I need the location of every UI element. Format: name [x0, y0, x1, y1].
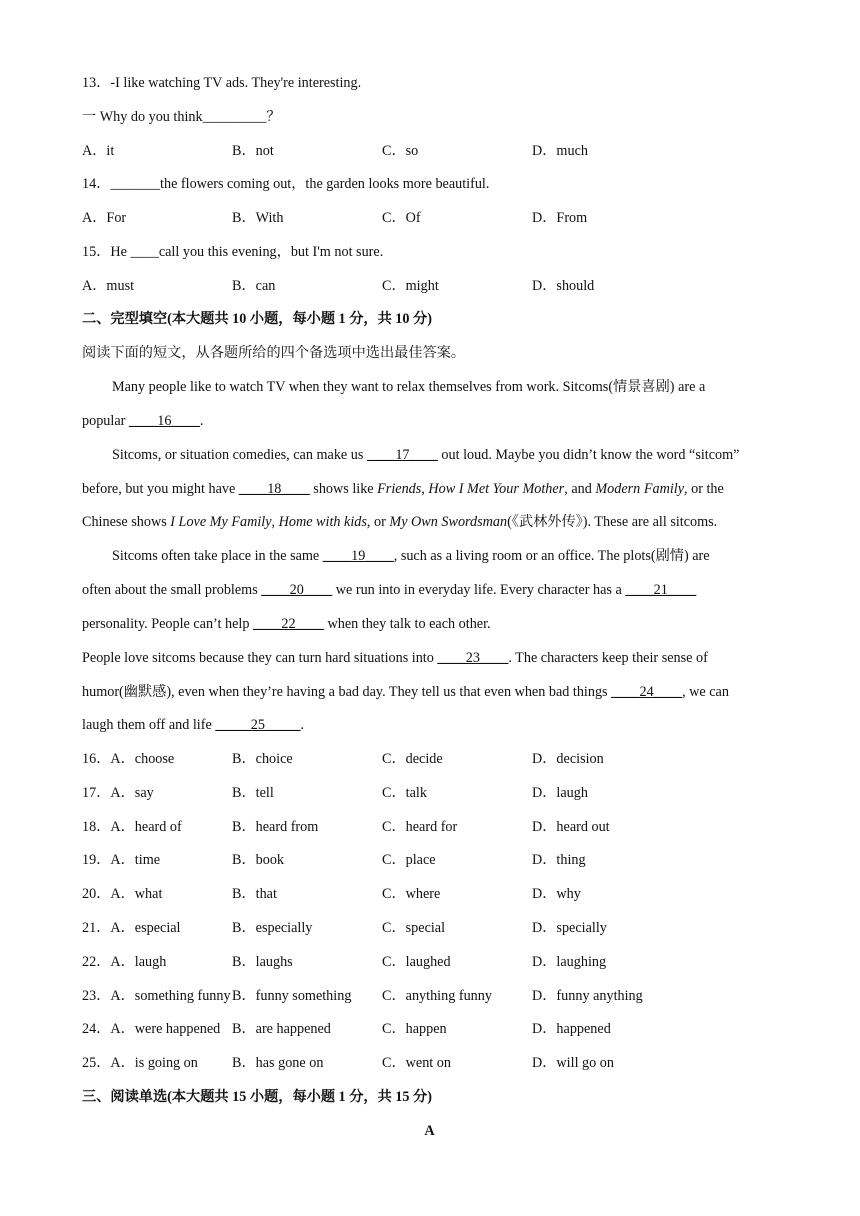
option-b[interactable]: B．especially [232, 920, 313, 936]
option-a[interactable]: A．For [82, 210, 127, 226]
passage-line [112, 445, 739, 465]
passage-line [82, 580, 696, 600]
option-d[interactable]: D．decision [532, 751, 604, 767]
option-c[interactable]: C．went on [382, 1055, 451, 1071]
passage-text: (《武林外传》). These are all sitcoms. [507, 514, 718, 530]
option-a[interactable]: 23．A．something funny [82, 988, 231, 1004]
option-d[interactable]: D．laughing [532, 954, 607, 970]
option-c[interactable]: C．talk [382, 785, 427, 801]
option-d[interactable]: D．will go on [532, 1055, 614, 1071]
blank-17[interactable]: ____17____ [366, 447, 438, 463]
option-c[interactable]: C．heard for [382, 819, 458, 835]
passage-text: laugh them off and life [82, 717, 216, 733]
passage-text: we run into in everyday life. Every character has a [332, 582, 626, 598]
question-14-stem: 14．_______the flowers coming out，the garden looks more beautiful. [82, 176, 490, 192]
option-c[interactable]: C．might [382, 278, 439, 294]
blank-21[interactable]: ____21____ [625, 582, 697, 598]
passage-line [82, 479, 724, 499]
option-a[interactable]: 20．A．what [82, 886, 163, 902]
option-d[interactable]: D．heard out [532, 819, 610, 835]
section-2-instruction: 阅读下面的短文，从各题所给的四个备选项中选出最佳答案。 [82, 345, 466, 361]
passage-text: , and [564, 481, 596, 497]
option-a[interactable]: 17．A．say [82, 785, 154, 801]
part-label: A [424, 1123, 435, 1139]
show-title: Modern Family [595, 481, 685, 497]
option-c[interactable]: C．anything funny [382, 988, 492, 1004]
option-b[interactable]: B．heard from [232, 819, 319, 835]
passage-text: Sitcoms often take place in the same [112, 548, 323, 564]
passage-text: out loud. Maybe you didn’t know the word “sitcom” [437, 447, 740, 463]
show-title: Home with kids [278, 514, 367, 530]
option-a[interactable]: 16．A．choose [82, 751, 175, 767]
passage-text: when they talk to each other. [323, 616, 491, 632]
passage-line [82, 648, 708, 668]
option-a[interactable]: 24．A．were happened [82, 1021, 221, 1037]
option-b[interactable]: B．can [232, 278, 276, 294]
option-d[interactable]: D．happened [532, 1021, 611, 1037]
passage-text: , [421, 481, 429, 497]
passage-text: , or the [684, 481, 724, 497]
option-a[interactable]: A．must [82, 278, 135, 294]
option-a[interactable]: 19．A．time [82, 852, 161, 868]
option-a[interactable]: 18．A．heard of [82, 819, 182, 835]
option-c[interactable]: C．happen [382, 1021, 447, 1037]
blank-18[interactable]: ____18____ [238, 481, 310, 497]
passage-line [82, 411, 203, 431]
passage-text: popular [82, 413, 129, 429]
passage-text: often about the small problems [82, 582, 262, 598]
blank-25[interactable]: _____25_____ [215, 717, 301, 733]
passage-text: personality. People can’t help [82, 616, 253, 632]
option-b[interactable]: B．funny something [232, 988, 352, 1004]
passage-line [112, 546, 710, 566]
passage-text: , we can [682, 684, 729, 700]
passage-line [82, 682, 729, 702]
passage-text: , [271, 514, 279, 530]
option-a[interactable]: 21．A．especial [82, 920, 181, 936]
option-d[interactable]: D．why [532, 886, 581, 902]
passage-text: . The characters keep their sense of [508, 650, 708, 666]
option-b[interactable]: B．has gone on [232, 1055, 324, 1071]
option-b[interactable]: B．laughs [232, 954, 293, 970]
option-d[interactable]: D．From [532, 210, 588, 226]
passage-text: humor(幽默感), even when they’re having a bad day. They tell us that even when bad things [82, 684, 612, 700]
blank-16[interactable]: ____16____ [128, 413, 200, 429]
passage-text: , such as a living room or an office. The plots(剧情) are [393, 548, 710, 564]
question-13-stem: 13．-I like watching TV ads. They're interesting. [82, 75, 362, 91]
section-3-title: 三、阅读单选(本大题共 15 小题，每小题 1 分，共 15 分) [82, 1089, 432, 1105]
passage-text: . [199, 413, 204, 429]
option-b[interactable]: B．With [232, 210, 284, 226]
option-d[interactable]: D．laugh [532, 785, 588, 801]
show-title: Friends [377, 481, 422, 497]
question-15-stem: 15．He ____call you this evening，but I'm not sure. [82, 244, 384, 260]
blank-22[interactable]: ____22____ [253, 616, 324, 632]
option-b[interactable]: B．not [232, 143, 274, 159]
option-a[interactable]: 22．A．laugh [82, 954, 167, 970]
passage-text: . [300, 717, 304, 733]
option-b[interactable]: B．that [232, 886, 277, 902]
passage-line [82, 512, 717, 532]
question-13-prompt: 一 Why do you think_________？ [82, 109, 281, 125]
option-c[interactable]: C．where [382, 886, 441, 902]
option-d[interactable]: D．should [532, 278, 595, 294]
passage-text: before, but you might have [82, 481, 239, 497]
blank-23[interactable]: ____23____ [437, 650, 509, 666]
option-d[interactable]: D．specially [532, 920, 607, 936]
passage-text: People love sitcoms because they can turn hard situations into [82, 650, 438, 666]
option-b[interactable]: B．tell [232, 785, 274, 801]
passage-text: shows like [309, 481, 378, 497]
show-title: My Own Swordsman [389, 514, 508, 530]
option-d[interactable]: D．thing [532, 852, 586, 868]
option-d[interactable]: D．funny anything [532, 988, 643, 1004]
option-c[interactable]: C．Of [382, 210, 421, 226]
option-c[interactable]: C．place [382, 852, 436, 868]
show-title: How I Met Your Mother [428, 481, 565, 497]
blank-24[interactable]: ____24____ [611, 684, 683, 700]
option-c[interactable]: C．laughed [382, 954, 451, 970]
show-title: I Love My Family [170, 514, 272, 530]
passage-line [82, 715, 304, 735]
passage-line [82, 614, 491, 634]
option-c[interactable]: C．so [382, 143, 419, 159]
option-c[interactable]: C．decide [382, 751, 443, 767]
option-b[interactable]: B．choice [232, 751, 293, 767]
option-b[interactable]: B．are happened [232, 1021, 331, 1037]
option-b[interactable]: B．book [232, 852, 285, 868]
passage-text: Chinese shows [82, 514, 171, 530]
passage-text: , or [366, 514, 390, 530]
blank-19[interactable]: ____19____ [322, 548, 394, 564]
option-a[interactable]: A．it [82, 143, 115, 159]
passage-text: Sitcoms, or situation comedies, can make us [112, 447, 367, 463]
passage-line: Many people like to watch TV when they want to relax themselves from work. Sitcoms(情景喜剧) are a [112, 379, 706, 395]
option-a[interactable]: 25．A．is going on [82, 1055, 198, 1071]
section-2-title: 二、完型填空(本大题共 10 小题，每小题 1 分，共 10 分) [82, 311, 432, 327]
option-c[interactable]: C．special [382, 920, 446, 936]
option-d[interactable]: D．much [532, 143, 588, 159]
blank-20[interactable]: ____20____ [261, 582, 333, 598]
